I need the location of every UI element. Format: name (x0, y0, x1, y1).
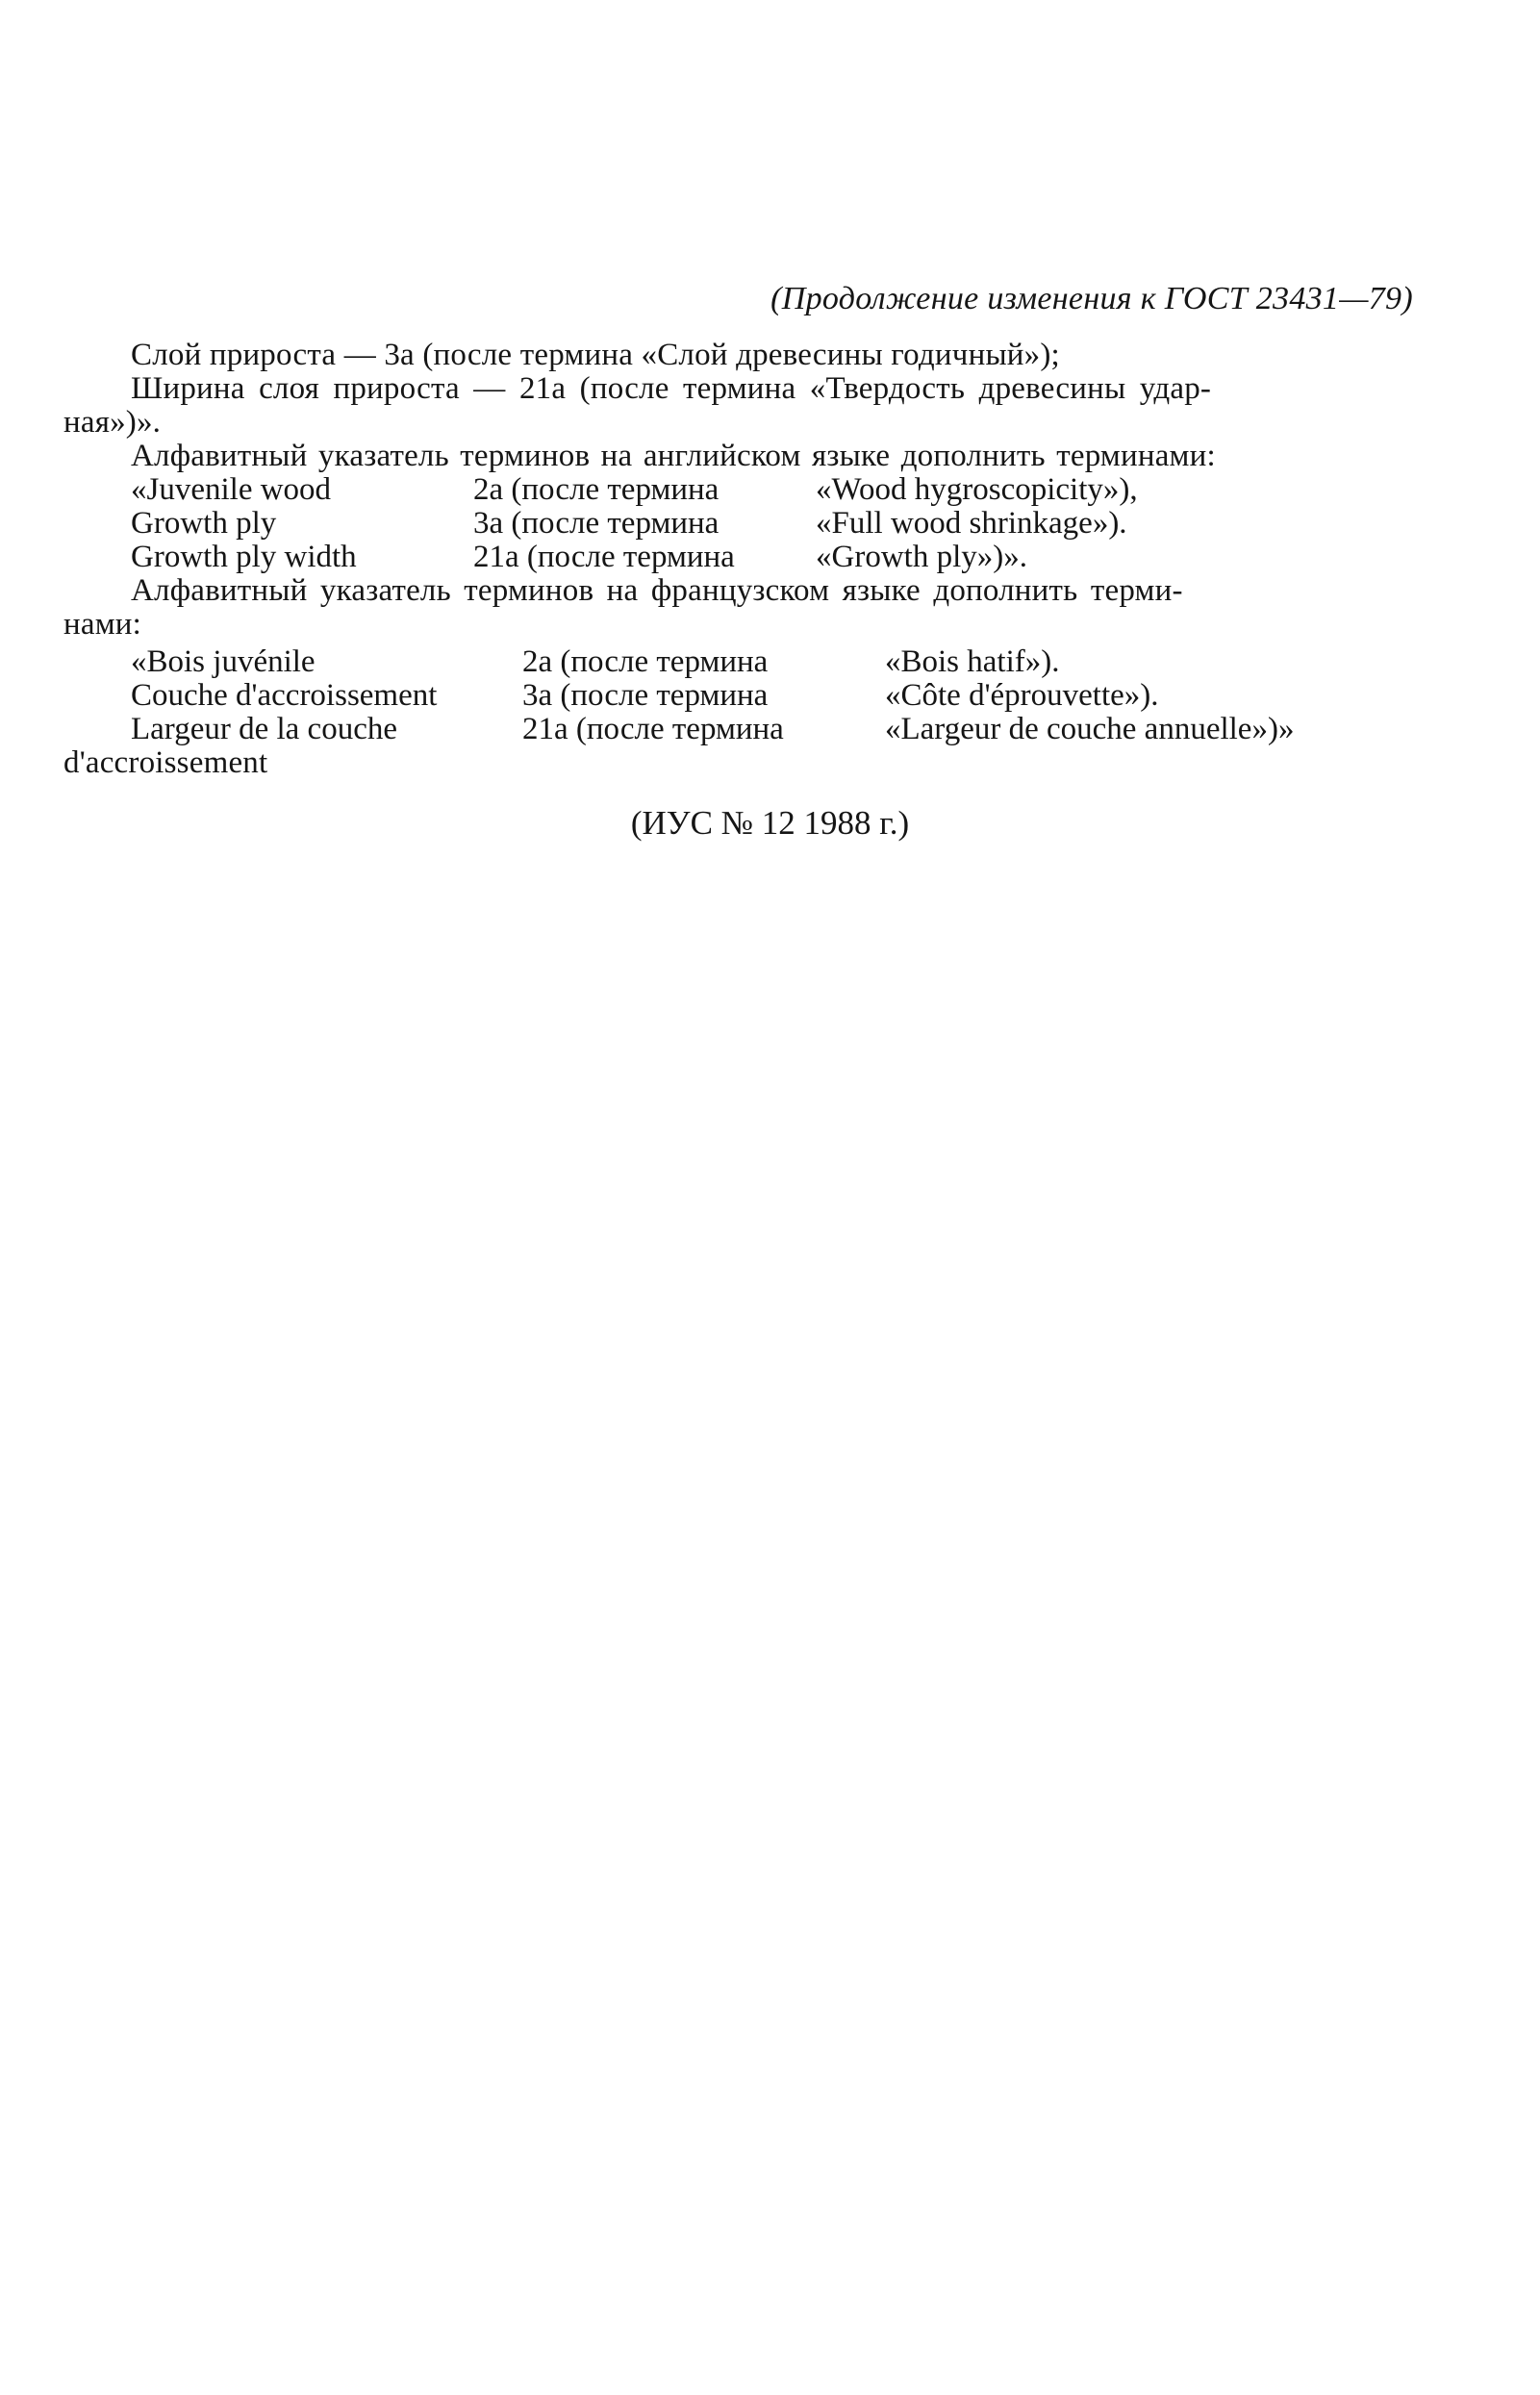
term-reference: 21а (после термина (522, 712, 784, 746)
term-reference: 2а (после термина (522, 644, 769, 679)
term-after: «Growth ply»)». (816, 540, 1027, 574)
term-after: «Wood hygroscopicity»), (816, 472, 1138, 507)
term: «Juvenile wood (131, 472, 332, 507)
term: Largeur de la couche (131, 712, 397, 746)
term: Growth ply (131, 506, 277, 541)
term-after: «Bois hatif»). (885, 644, 1060, 679)
term: Growth ply width (131, 540, 357, 574)
paragraph-line: нами: (63, 607, 142, 642)
term-reference: 21а (после термина (473, 540, 735, 574)
paragraph-line: Слой прироста — 3а (после термина «Слой древесины годичный»); (131, 338, 1060, 372)
paragraph-line: Ширина слоя прироста — 21а (после термина «Твердость древесины удар- (131, 371, 1212, 406)
term-reference: 3а (после термина (473, 506, 720, 541)
term-after: «Largeur de couche annuelle»)» (885, 712, 1295, 746)
publication-reference: (ИУС № 12 1988 г.) (630, 804, 910, 842)
paragraph-line: Алфавитный указатель терминов на английском языке дополнить терминами: (131, 439, 1216, 473)
term-continuation: d'accroissement (63, 745, 268, 780)
term-reference: 3а (после термина (522, 678, 769, 713)
term: Couche d'accroissement (131, 678, 438, 713)
page-header: (Продолжение изменения к ГОСТ 23431—79) (770, 281, 1413, 316)
term-after: «Full wood shrinkage»). (816, 506, 1127, 541)
paragraph-line: Алфавитный указатель терминов на французском языке дополнить терми- (131, 573, 1183, 608)
term-reference: 2а (после термина (473, 472, 720, 507)
term: «Bois juvénile (131, 644, 316, 679)
paragraph-line: ная»)». (63, 405, 162, 440)
term-after: «Côte d'éprouvette»). (885, 678, 1159, 713)
